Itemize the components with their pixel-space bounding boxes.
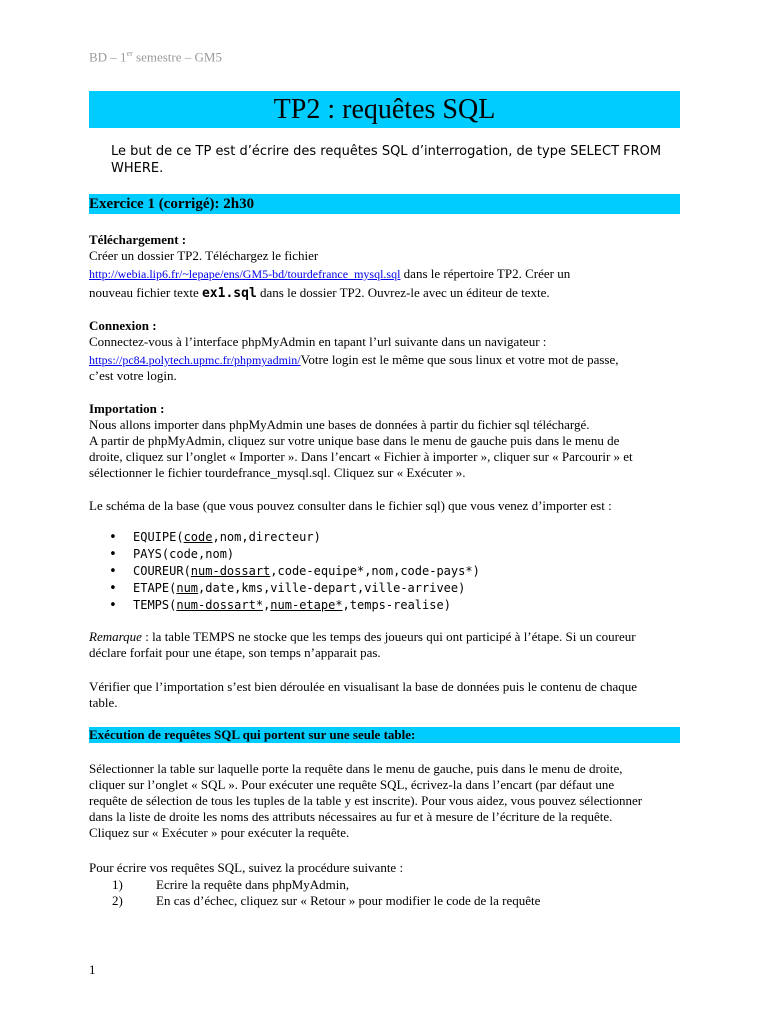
connexion-after-link: Votre login est le même que sous linux et votre mot de passe, (300, 352, 619, 367)
telechargement-section (89, 232, 669, 302)
verifier-paragraph (89, 679, 669, 711)
page-header (89, 49, 222, 65)
connexion-line-end: c’est votre login. (89, 368, 177, 383)
schema-intro: Le schéma de la base (que vous pouvez consulter dans le fichier sql) que vous venez d’importer est : (89, 498, 612, 513)
procedure-intro: Pour écrire vos requêtes SQL, suivez la procédure suivante : (89, 860, 404, 875)
table-name: ETAPE( (133, 581, 177, 595)
schema-list (105, 529, 480, 614)
attributes: ,date,kms,ville-depart,ville-arrivee) (198, 581, 466, 595)
telechargement-heading: Téléchargement : (89, 232, 187, 247)
procedure-step (112, 877, 540, 893)
telechargement-text: nouveau fichier texte (89, 285, 202, 300)
step-number: 1) (112, 877, 123, 892)
exercise-heading: Exercice 1 (corrigé): 2h30 (89, 194, 680, 214)
table-definition: PAYS(code,nom) (133, 547, 235, 561)
step-number: 2) (112, 893, 123, 908)
procedure-steps (112, 877, 540, 909)
telechargement-text-end: dans le dossier TP2. Ouvrez-le avec un éditeur de texte. (256, 285, 550, 300)
page-number: 1 (89, 962, 96, 977)
importation-line: A partir de phpMyAdmin, cliquez sur votre unique base dans le menu de gauche puis dans le menu de (89, 433, 620, 448)
primary-key: num-dossart* (176, 598, 264, 612)
step-text: En cas d’échec, cliquez sur « Retour » pour modifier le code de la requête (156, 893, 541, 908)
selection-line: Cliquez sur « Exécuter » pour exécuter la requête. (89, 825, 350, 840)
file-name: ex1.sql (201, 286, 257, 301)
importation-line: Nous allons importer dans phpMyAdmin une bases de données à partir du fichier sql téléchargé. (89, 417, 590, 432)
table-name: TEMPS( (133, 598, 177, 612)
selection-line: dans la liste de droite les noms des attributs nécessaires au fur et à mesure de l’écriture de la requête. (89, 809, 613, 824)
verifier-line: table. (89, 695, 118, 710)
procedure-step (112, 893, 540, 909)
header-text-end: semestre – GM5 (132, 49, 222, 65)
attributes: ,code-equipe*,nom,code-pays*) (270, 564, 480, 578)
remarque-text-end: déclare forfait pour une étape, son temps n’apparait pas. (89, 645, 381, 660)
attributes: ,nom,directeur) (212, 530, 321, 544)
remarque-text: : la table TEMPS ne stocke que les temps des joueurs qui ont participé à l’étape. Si un coureur (141, 629, 636, 644)
header-sup: er (126, 49, 133, 58)
selection-line: Sélectionner la table sur laquelle porte la requête dans le menu de gauche, puis dans le menu de droite, (89, 761, 623, 776)
connexion-heading: Connexion : (89, 318, 157, 333)
importation-heading: Importation : (89, 401, 165, 416)
phpmyadmin-link[interactable]: https://pc84.polytech.upmc.fr/phpmyadmin/ (89, 353, 301, 367)
connexion-section (89, 318, 669, 384)
remarque-paragraph (89, 629, 669, 661)
document-title: TP2 : requêtes SQL (89, 91, 680, 128)
schema-item-coureur (133, 563, 480, 580)
connexion-line: Connectez-vous à l’interface phpMyAdmin en tapant l’url suivante dans un navigateur : (89, 334, 547, 349)
table-name: EQUIPE( (133, 530, 184, 544)
selection-paragraph (89, 761, 669, 841)
selection-line: cliquer sur l’onglet « SQL ». Pour exécuter une requête SQL, écrivez-la dans l’encart (par défaut une (89, 777, 615, 792)
schema-item-pays (133, 546, 480, 563)
schema-item-equipe (133, 529, 480, 546)
telechargement-line: Créer un dossier TP2. Téléchargez le fichier (89, 248, 319, 263)
primary-key: code (183, 530, 213, 544)
primary-key: num-etape* (270, 598, 343, 612)
table-name: COUREUR( (133, 564, 191, 578)
section-heading: Exécution de requêtes SQL qui portent sur une seule table: (89, 727, 680, 743)
importation-line: sélectionner le fichier tourdefrance_mysql.sql. Cliquez sur « Exécuter ». (89, 465, 466, 480)
telechargement-after-link: dans le répertoire TP2. Créer un (400, 266, 571, 281)
remarque-label: Remarque (89, 629, 142, 644)
primary-key: num-dossart (190, 564, 271, 578)
primary-key: num (176, 581, 199, 595)
importation-section (89, 401, 669, 481)
importation-line: droite, cliquez sur l’onglet « Importer ». Dans l’encart « Fichier à importer », cliquer sur « Parcourir » et (89, 449, 633, 464)
separator: , (263, 598, 271, 612)
selection-line: requête de sélection de tous les tuples de la table y est inscrite). Pour vous aidez, vous pouvez sélectionner (89, 793, 643, 808)
schema-item-etape (133, 580, 480, 597)
verifier-line: Vérifier que l’importation s’est bien déroulée en visualisant la base de données puis le contenu de chaque (89, 679, 637, 694)
header-text: BD – 1 (89, 49, 127, 65)
download-link[interactable]: http://webia.lip6.fr/~lepape/ens/GM5-bd/tourdefrance_mysql.sql (89, 267, 401, 281)
schema-item-temps (133, 597, 480, 614)
attributes: ,temps-realise) (342, 598, 451, 612)
intro-paragraph: Le but de ce TP est d’écrire des requêtes SQL d’interrogation, de type SELECT FROM WHERE. (111, 144, 662, 176)
step-text: Ecrire la requête dans phpMyAdmin, (156, 877, 350, 892)
